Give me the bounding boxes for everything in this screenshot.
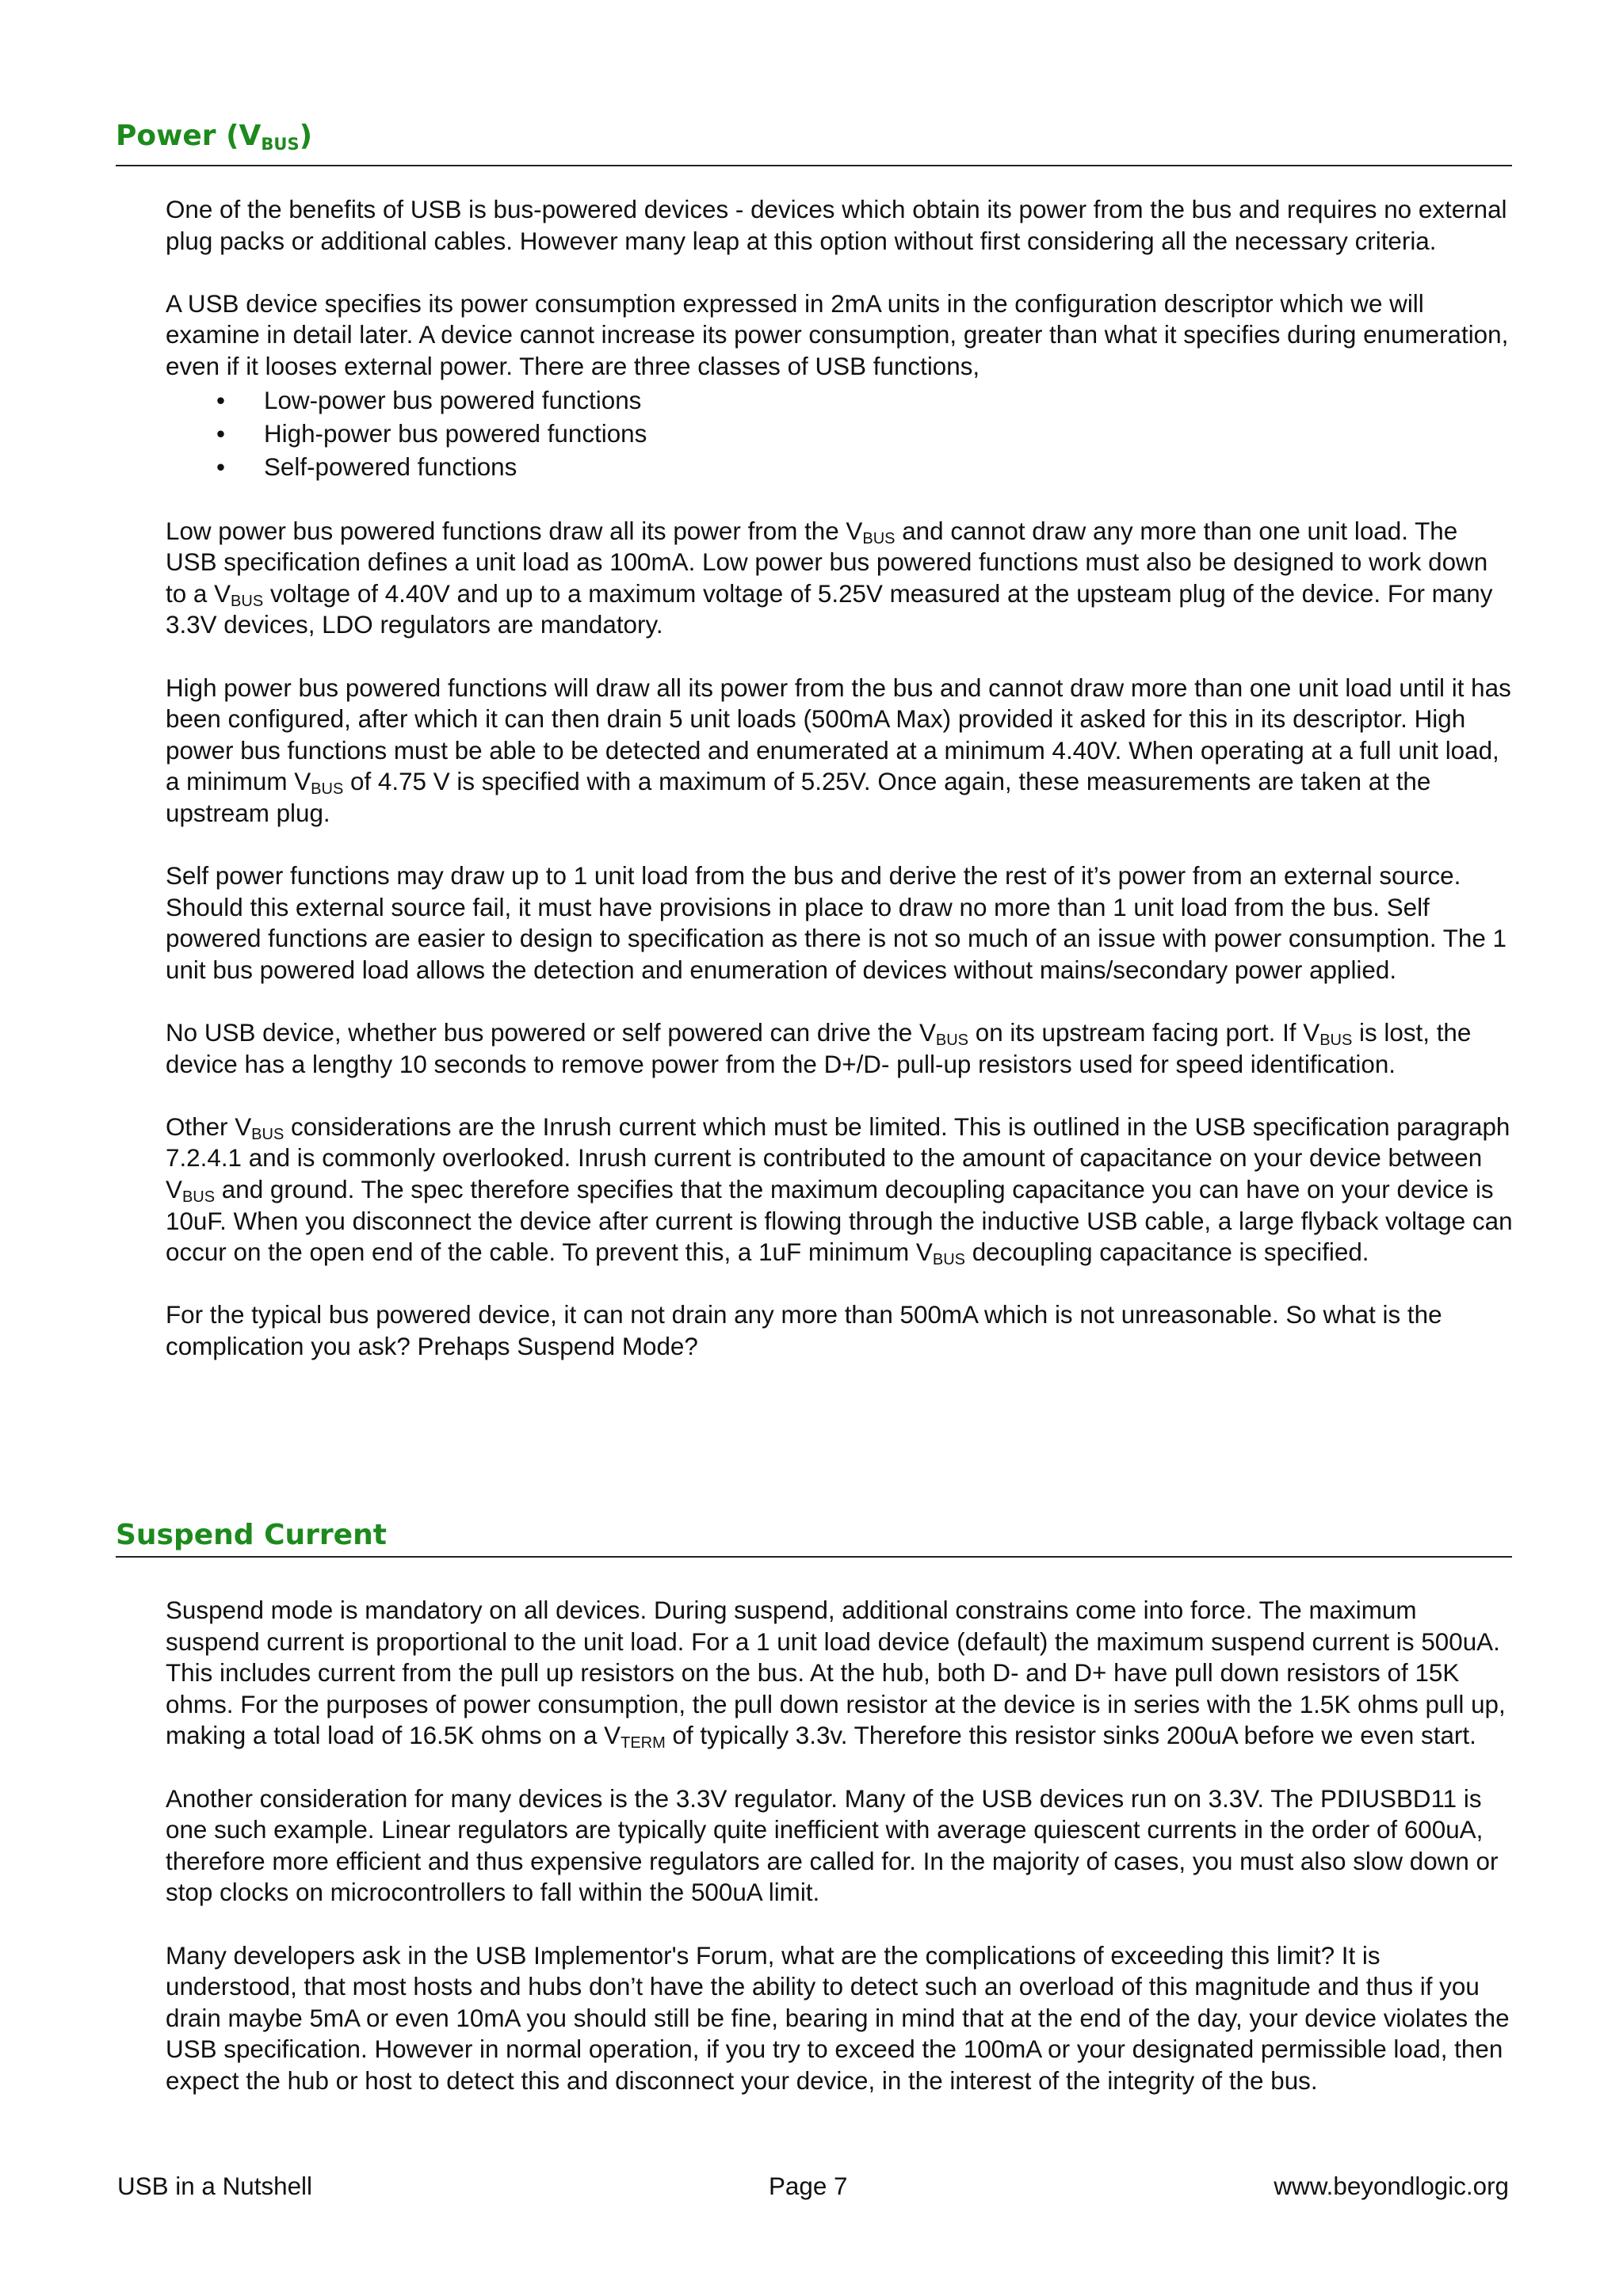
heading-close: ) (299, 120, 313, 152)
paragraph (166, 1595, 1513, 1752)
paragraph (166, 516, 1513, 641)
text-run: Other V (166, 1112, 252, 1141)
heading-subscript: BUS (261, 135, 300, 154)
bullet-glyph: • (216, 419, 225, 448)
list-item (166, 451, 1513, 484)
subscript: BUS (1319, 1032, 1353, 1050)
footer-website: www.beyondlogic.org (1274, 2172, 1509, 2200)
list-item (166, 418, 1513, 451)
section-heading-power (116, 119, 1512, 166)
paragraph: Many developers ask in the USB Implementor's Forum, what are the complications of exceeding this limit? It is understood, that most hosts and hubs don’t have the ability to detect such an overload of this magnitude and thus if you drain maybe 5mA or even 10mA you should still be fine, bearing in mind that at the end of the day, your device violates the USB specification. However in normal operation, if you try to exceed the 100mA or your designated permissible load, then expect the hub or host to detect this and disconnect your device, in the interest of the integrity of the bus. (166, 1941, 1510, 2095)
bullet-glyph: • (216, 452, 225, 481)
text-run: voltage of 4.40V and up to a maximum voltage of 5.25V measured at the upsteam plug of the device. For many 3.3V devices, LDO regulators are mandatory. (166, 579, 1493, 639)
paragraph: A USB device specifies its power consumption expressed in 2mA units in the configuration descriptor which we will examine in detail later. A device cannot increase its power consumption, greater than what it specifies during enumeration, even if it looses external power. There are three classes of USB functions, (166, 289, 1509, 380)
text-run: High power bus powered functions will draw all its power from the bus and cannot draw more than one unit load until it has been configured, after which it can then drain 5 unit loads (500mA Max) provided it asked for this in its descriptor. High power bus functions must be able to be detected and enumerated at a minimum 4.40V. When operating at a full unit load, a minimum V (166, 673, 1511, 796)
subscript: BUS (862, 529, 896, 547)
paragraph: One of the benefits of USB is bus-powered devices - devices which obtain its power from the bus and requires no external plug packs or additional cables. However many leap at this option without first considering all the necessary criteria. (166, 196, 1507, 255)
text-run: Low power bus powered functions draw all its power from the V (166, 517, 863, 545)
footer-page-number: Page 7 (769, 2172, 848, 2200)
subscript: BUS (935, 1032, 969, 1050)
paragraph (166, 1112, 1513, 1268)
list-item-label: Self-powered functions (264, 452, 517, 481)
heading-text: Power (V (116, 120, 262, 152)
text-run: Suspend mode is mandatory on all devices. During suspend, additional constrains come into force. The maximum suspend current is proportional to the unit load. For a 1 unit load device (default) the maximum suspend current is 500uA. This includes current from the pull up resistors on the bus. At the hub, both D- and D+ have pull down resistors of 15K ohms. For the purposes of power consumption, the pull down resistor at the device is in series with the 1.5K ohms pull up, making a total load of 16.5K ohms on a V (166, 1596, 1506, 1750)
paragraph (166, 673, 1513, 830)
text-run: decoupling capacitance is specified. (964, 1238, 1369, 1267)
paragraph: Self power functions may draw up to 1 unit load from the bus and derive the rest of it’s power from an external source. Should this external source fail, it must have provisions in place to draw no more than 1 unit load from the bus. Self powered functions are easier to design to specification as there is not so much of an issue with power consumption. The 1 unit bus powered load allows the detection and enumeration of devices without mains/secondary power applied. (166, 862, 1507, 984)
text-run: and ground. The spec therefore specifies that the maximum decoupling capacitance you can have on your device is 10uF. When you disconnect the device after current is flowing through the inductive USB cable, a large flyback voltage can occur on the open end of the cable. To prevent this, a 1uF minimum V (166, 1176, 1513, 1267)
bullet-glyph: • (216, 386, 225, 414)
text-run: considerations are the Inrush current which must be limited. This is outlined in the USB specification paragraph 7.2.4.1 and is commonly overlooked. Inrush current is contributed to the amount of capacitance on your device between V (166, 1112, 1510, 1204)
text-run: No USB device, whether bus powered or self powered can drive the V (166, 1019, 936, 1047)
text-run: is lost, the device has a lengthy 10 seconds to remove power from the D+/D- pull-up resistors used for speed identification. (166, 1019, 1472, 1078)
section-body-suspend (166, 1595, 1513, 2097)
subscript: BUS (932, 1251, 965, 1269)
text-run: on its upstream facing port. If V (968, 1019, 1320, 1047)
subscript: BUS (311, 780, 344, 799)
footer-title: USB in a Nutshell (117, 2172, 313, 2200)
section-body-power (166, 194, 1513, 1363)
list-item (166, 384, 1513, 418)
paragraph: For the typical bus powered device, it can not drain any more than 500mA which is not unreasonable. So what is the complication you ask? Prehaps Suspend Mode? (166, 1301, 1442, 1360)
text-run: and cannot draw any more than one unit load. The USB specification defines a unit load as 100mA. Low power bus powered functions must also be designed to work down to a V (166, 517, 1488, 608)
subscript: BUS (181, 1188, 216, 1207)
text-run: of typically 3.3v. Therefore this resistor sinks 200uA before we even start. (665, 1722, 1476, 1750)
bullet-list (166, 384, 1513, 484)
list-item-label: Low-power bus powered functions (264, 386, 642, 414)
paragraph (166, 1017, 1513, 1080)
text-run: of 4.75 V is specified with a maximum of 5.25V. Once again, these measurements are taken at the upstream plug. (166, 768, 1431, 827)
section-heading-suspend: Suspend Current (116, 1518, 1512, 1558)
subscript: BUS (251, 1125, 285, 1143)
subscript: BUS (231, 592, 264, 610)
list-item-label: High-power bus powered functions (264, 419, 647, 448)
paragraph: Another consideration for many devices is the 3.3V regulator. Many of the USB devices run on 3.3V. The PDIUSBD11 is one such example. Linear regulators are typically quite inefficient with average quiescent currents in the order of 600uA, therefore more efficient and thus expensive regulators are called for. In the majority of cases, you must also slow down or stop clocks on microcontrollers to fall within the 500uA limit. (166, 1784, 1499, 1907)
subscript: TERM (621, 1734, 666, 1753)
